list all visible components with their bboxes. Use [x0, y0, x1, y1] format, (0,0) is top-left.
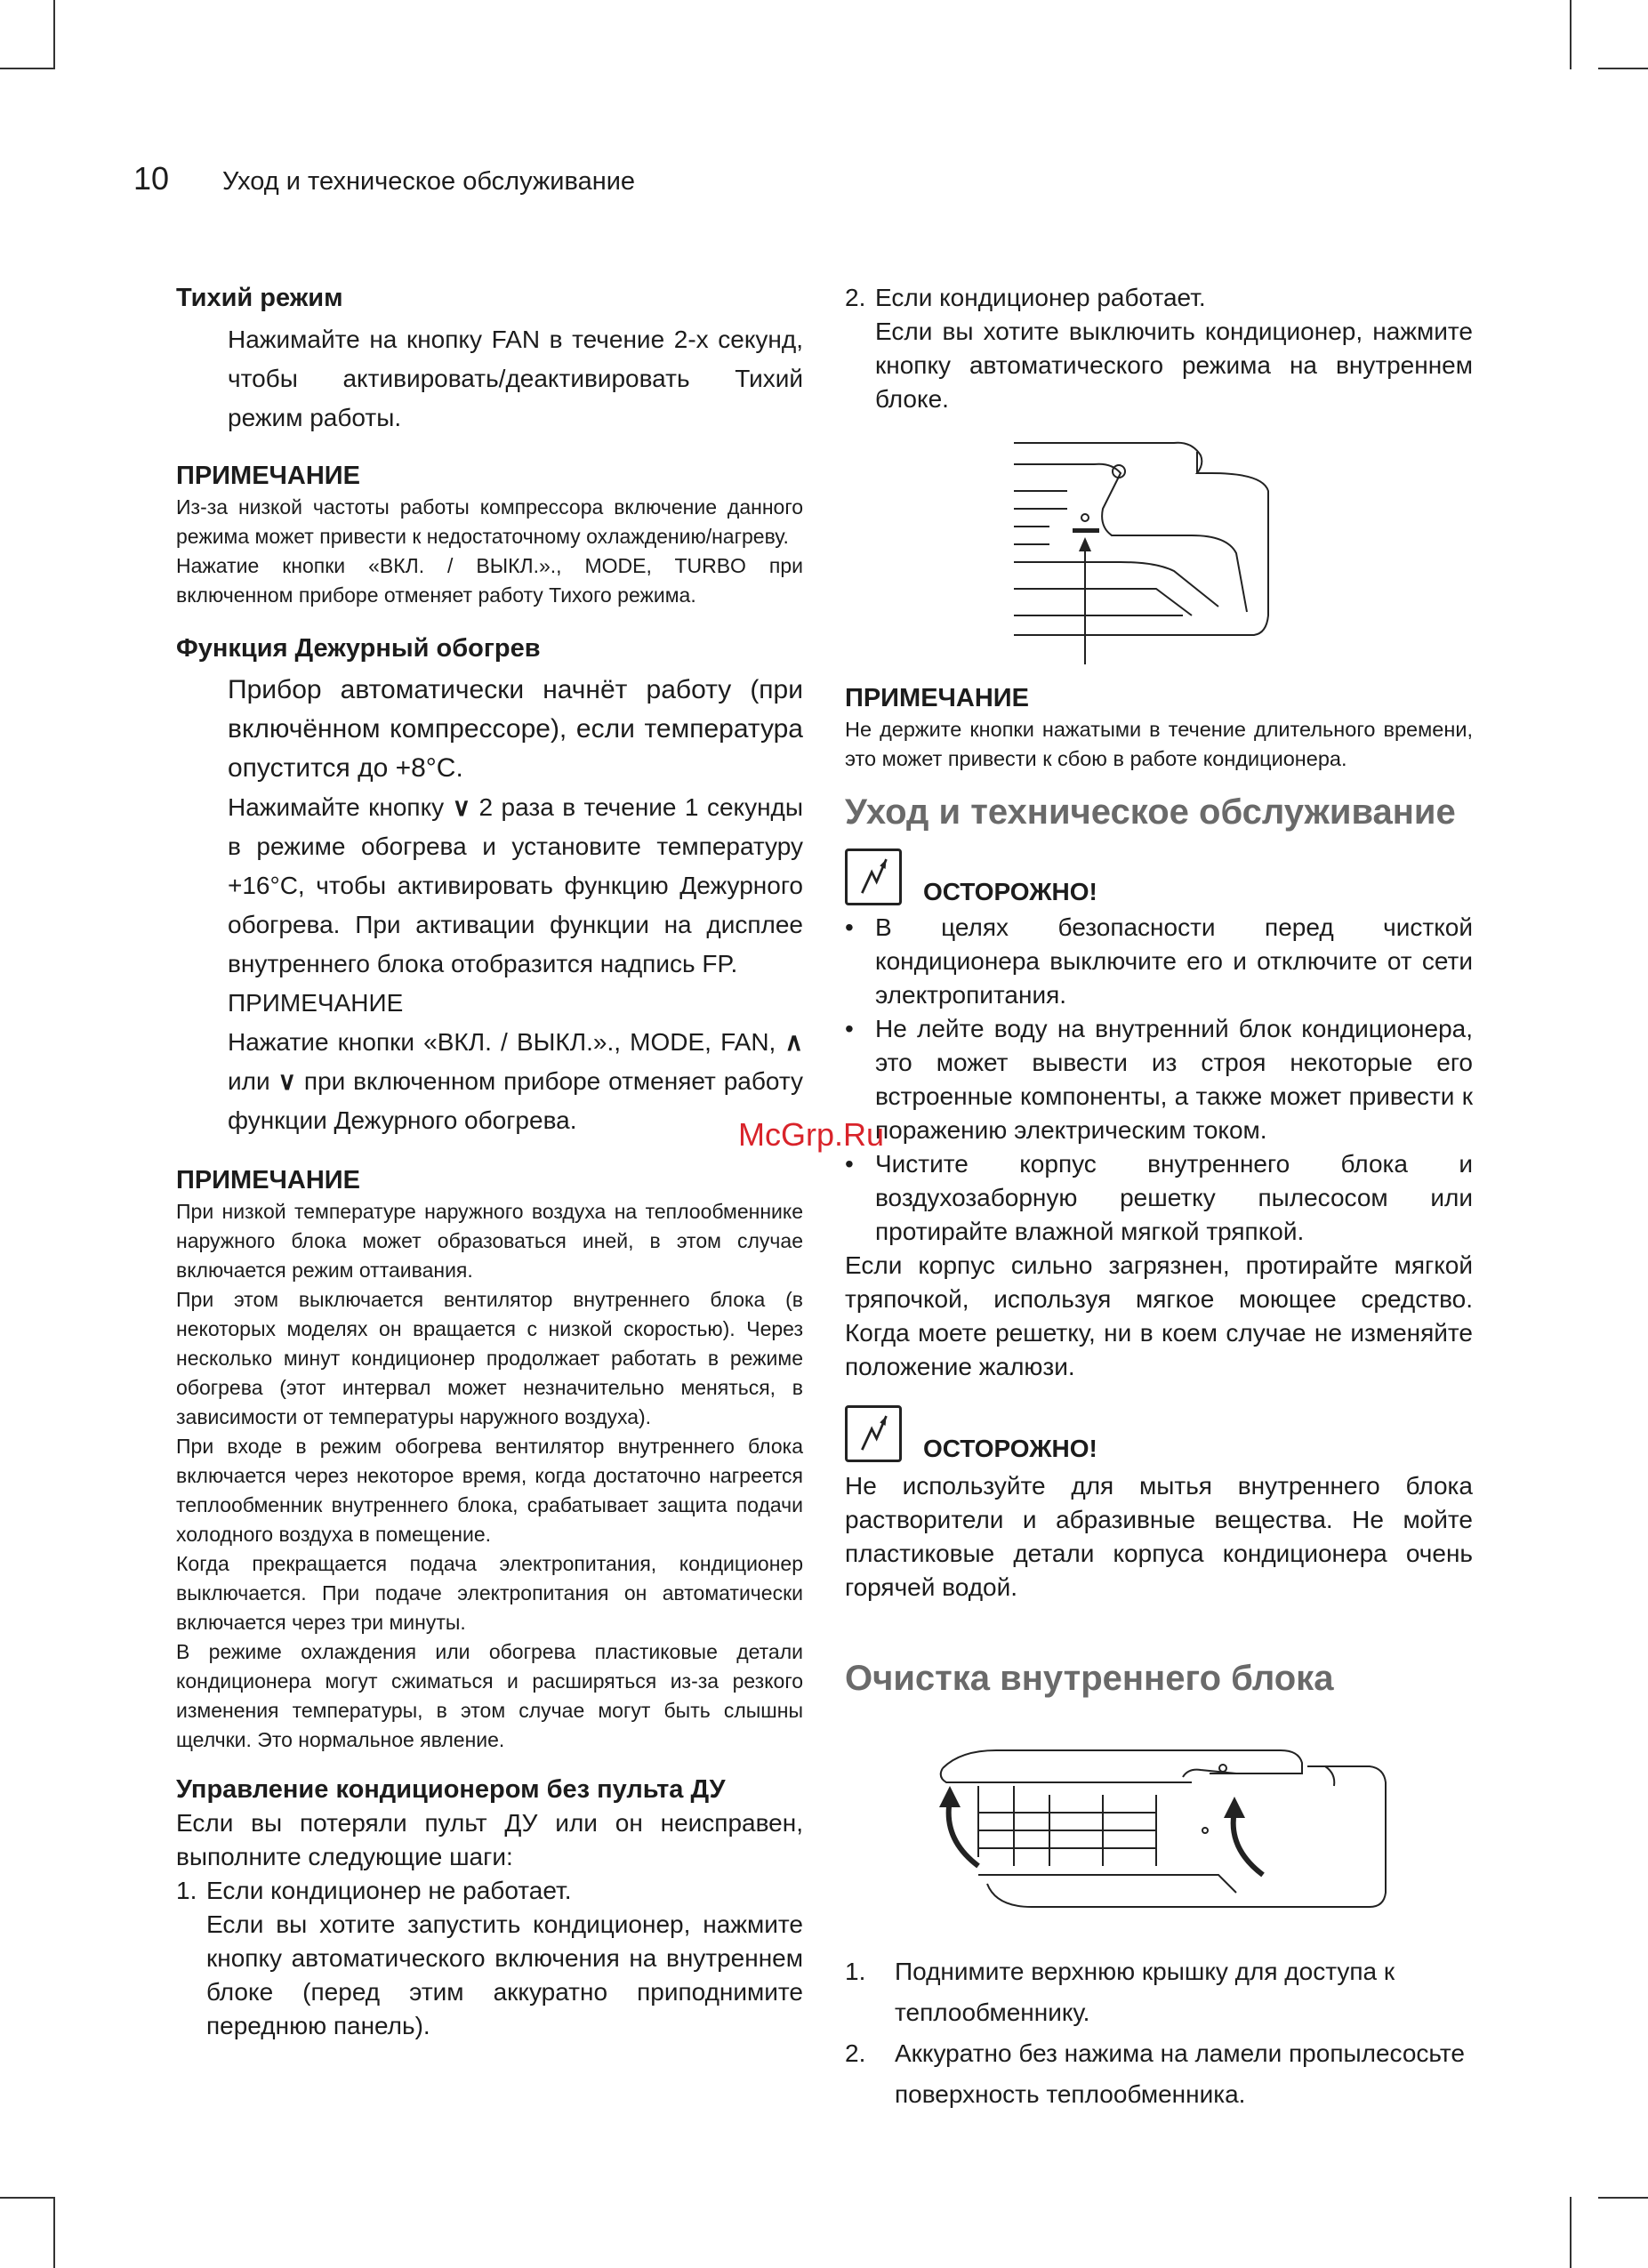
standby-note-label: ПРИМЕЧАНИЕ [228, 989, 404, 1017]
standby-note [228, 1023, 803, 1140]
right-lift-arrow-icon [1234, 1811, 1263, 1875]
watermark: McGrp.Ru [738, 1116, 885, 1153]
list-item [845, 2033, 1473, 2115]
bullet-text: Чистите корпус внутреннего блока и воздухозаборную решетку пылесосом или протирайте влажной мягкой тряпкой. [875, 1150, 1473, 1245]
standby-heating-body [176, 671, 803, 1140]
step-number: 1. [845, 1958, 866, 1985]
step-number: 2. [845, 2039, 866, 2067]
down-arrow-icon: ∨ [277, 1067, 297, 1095]
page-header [133, 160, 635, 197]
note2-p3: При входе в режим обогрева вентилятор внутреннего блока включается через некоторое время, когда достаточно нагреется теплообменник внутреннего блока, срабатывает защита подачи холодного воздуха в помещение. [176, 1435, 803, 1546]
left-lift-arrow-icon [949, 1800, 978, 1866]
down-arrow-icon: ∨ [452, 793, 471, 821]
note2-p2: При этом выключается вентилятор внутреннего блока (в некоторых моделях он вращается с низкой скоростью). Через несколько минут кондиционер продолжает работать в режиме обогрева (этот интервал может незначительно меняться, в зависимости от температуры наружного воздуха). [176, 1288, 803, 1428]
warning-lightning-icon [845, 848, 902, 905]
arrow-head-icon [1224, 1797, 1245, 1818]
bullet-text: Не лейте воду на внутренний блок кондиционера, это может вывести из строя некоторые его встроенные компоненты, а также может привести к поражению электрическим током. [875, 1015, 1473, 1144]
step-text: Поднимите верхнюю крышку для доступа к теплообменнику. [895, 1958, 1395, 2026]
up-arrow-icon: ∧ [784, 1028, 803, 1056]
standby-p2-start: Нажимайте кнопку [228, 793, 445, 821]
indoor-unit-button-illustration [1014, 438, 1307, 669]
care-body: Если корпус сильно загрязнен, протирайте мягкой тряпочкой, используя мягкое моющее средство. Когда моете решетку, ни в коем случае не изменяйте положение жалюзи. [845, 1251, 1473, 1380]
step2 [845, 281, 1473, 416]
standby-heating-title: Функция Дежурный обогрев [176, 634, 541, 663]
page-number: 10 [133, 160, 170, 197]
crop-mark [1598, 2197, 1648, 2199]
note2-title: ПРИМЕЧАНИЕ [176, 1166, 360, 1194]
standby-note-c: при включенном приборе отменяет работу функции Дежурного обогрева. [228, 1067, 803, 1134]
standby-note-a: Нажатие кнопки «ВКЛ. / ВЫКЛ.»., MODE, FAN, [228, 1028, 776, 1056]
care-heading: Уход и техническое обслуживание [845, 792, 1456, 832]
crop-mark [53, 2197, 55, 2268]
step1 [176, 1874, 803, 2043]
step-text: Аккуратно без нажима на ламели пропылесосьте поверхность теплообменника. [895, 2039, 1465, 2108]
manual-control-title: Управление кондиционером без пульта ДУ [176, 1775, 726, 1804]
list-item: • Чистите корпус внутреннего блока и воздухозаборную решетку пылесосом или протирайте влажной мягкой тряпкой. [845, 1147, 1473, 1249]
step2-title: Если кондиционер работает. [875, 284, 1206, 311]
warning-2 [845, 1405, 1473, 1462]
left-column [176, 281, 803, 2043]
standby-note-b: или [228, 1067, 270, 1095]
warning-1 [845, 848, 1473, 905]
crop-mark [1570, 0, 1572, 69]
note1-p2: Нажатие кнопки «ВКЛ. / ВЫКЛ.»., MODE, TURBO при включенном приборе отменяет работу Тихого режима. [176, 554, 803, 607]
crop-mark [1598, 68, 1648, 69]
note1-p1: Из-за низкой частоты работы компрессора включение данного режима может привести к недостаточному охлаждению/нагреву. [176, 495, 803, 548]
step2-number: 2. [845, 284, 866, 311]
quiet-mode-body: Нажимайте на кнопку FAN в течение 2-х секунд, чтобы активировать/деактивировать Тихий режим работы. [228, 326, 803, 431]
list-item [845, 1951, 1473, 2033]
running-title: Уход и техническое обслуживание [222, 167, 636, 196]
step1-number: 1. [176, 1877, 197, 1904]
note1-title: ПРИМЕЧАНИЕ [176, 462, 360, 490]
warning-lightning-icon [845, 1405, 902, 1462]
warning-2-body: Не используйте для мытья внутреннего блока растворители и абразивные вещества. Не мойте пластиковые детали корпуса кондиционера очень горячей водой. [845, 1472, 1473, 1601]
arrow-head-icon [939, 1786, 961, 1807]
standby-p1: Прибор автоматически начнёт работу (при включённом компрессоре), если температура опустится до +8°C. [228, 675, 803, 783]
warning-1-label: ОСТОРОЖНО! [923, 878, 1097, 905]
note2-p5: В режиме охлаждения или обогрева пластиковые детали кондиционера могут сжиматься и расширяться из-за резкого изменения температуры, в этом случае могут быть слышны щелчки. Это нормальное явление. [176, 1640, 803, 1751]
clean-steps-list [845, 1951, 1473, 2115]
right-column [845, 281, 1473, 2115]
pointer-arrow-icon [1079, 537, 1091, 551]
step1-body: Если вы хотите запустить кондиционер, нажмите кнопку автоматического включения на внутреннем блоке (перед этим аккуратно приподнимите переднюю панель). [206, 1910, 803, 2039]
list-item: • В целях безопасности перед чисткой кондиционера выключите его и отключите от сети электропитания. [845, 911, 1473, 1012]
note3-title: ПРИМЕЧАНИЕ [845, 684, 1029, 712]
note2-p1: При низкой температуре наружного воздуха на теплообменнике наружного блока может образоваться иней, в этом случае включается режим оттаивания. [176, 1200, 803, 1282]
note2-p4: Когда прекращается подача электропитания, кондиционер выключается. При подаче электропитания он автоматически включается через три минуты. [176, 1552, 803, 1634]
auto-button [1073, 528, 1099, 533]
manual-intro: Если вы потеряли пульт ДУ или он неисправен, выполните следующие шаги: [176, 1809, 803, 1870]
care-bullet-list [845, 911, 1473, 1249]
bullet-text: В целях безопасности перед чисткой кондиционера выключите его и отключите от сети электропитания. [875, 913, 1473, 1009]
clean-heading: Очистка внутреннего блока [845, 1659, 1334, 1698]
warning-2-label: ОСТОРОЖНО! [923, 1435, 1097, 1462]
note3-body: Не держите кнопки нажатыми в течение длительного времени, это может привести к сбою в работе кондиционера. [845, 718, 1473, 770]
list-item: • Не лейте воду на внутренний блок кондиционера, это может вывести из строя некоторые его встроенные компоненты, а также может привести к поражению электрическим током. [845, 1012, 1473, 1147]
crop-mark [53, 0, 55, 69]
step1-title: Если кондиционер не работает. [206, 1877, 572, 1904]
standby-p2 [228, 788, 803, 984]
crop-mark [1570, 2197, 1572, 2268]
step2-body: Если вы хотите выключить кондиционер, нажмите кнопку автоматического режима на внутреннем блоке. [875, 318, 1473, 413]
crop-mark [0, 2197, 55, 2199]
standby-p2-end: 2 раза в течение 1 секунды в режиме обогрева и установите температуру +16°C, чтобы активировать функцию Дежурного обогрева. При активации функции на дисплее внутреннего блока отобразится надпись FP. [228, 793, 803, 977]
quiet-mode-title: Тихий режим [176, 284, 343, 312]
open-cover-illustration [925, 1741, 1423, 1919]
crop-mark [0, 68, 55, 69]
